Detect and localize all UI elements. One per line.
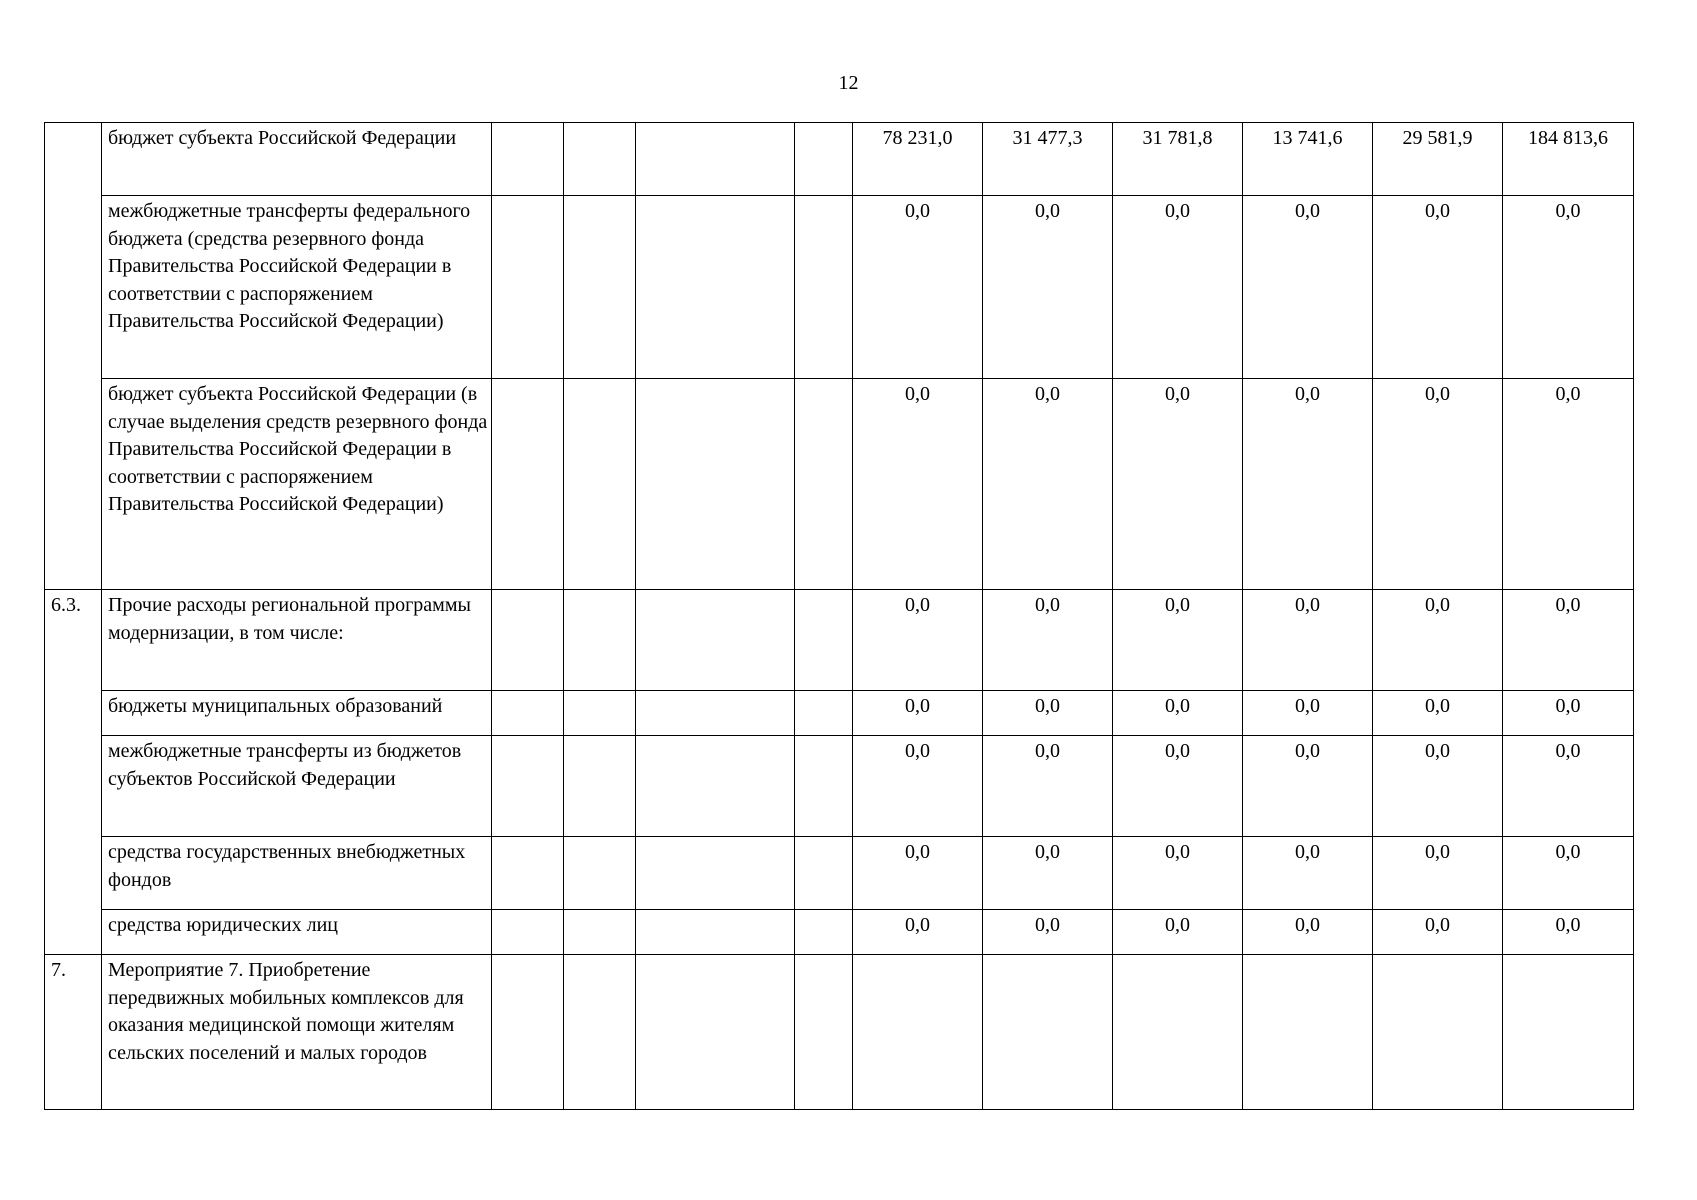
value-cell: 0,0 xyxy=(1503,910,1634,955)
value-cell: 0,0 xyxy=(983,736,1113,837)
empty-cell xyxy=(492,196,564,379)
value-cell: 184 813,6 xyxy=(1503,123,1634,196)
empty-cell xyxy=(636,123,795,196)
empty-cell xyxy=(636,910,795,955)
value-cell: 0,0 xyxy=(1243,196,1373,379)
empty-cell xyxy=(492,837,564,910)
value-cell: 29 581,9 xyxy=(1373,123,1503,196)
row-description-cell: бюджеты муниципальных образований xyxy=(102,691,492,736)
empty-cell xyxy=(636,196,795,379)
row-description-cell: межбюджетные трансферты из бюджетов субъектов Российской Федерации xyxy=(102,736,492,837)
row-description-cell: межбюджетные трансферты федерального бюджета (средства резервного фонда Правительства Российской Федерации в соответствии с распоряжением Правительства Российской Федерации) xyxy=(102,196,492,379)
value-cell: 0,0 xyxy=(1113,910,1243,955)
table-row xyxy=(45,955,1634,1110)
value-cell: 0,0 xyxy=(1503,590,1634,691)
value-cell xyxy=(1113,955,1243,1110)
empty-cell xyxy=(636,736,795,837)
value-cell: 31 477,3 xyxy=(983,123,1113,196)
budget-table xyxy=(44,122,1634,1110)
empty-cell xyxy=(636,691,795,736)
value-cell: 0,0 xyxy=(1113,736,1243,837)
row-code-cell xyxy=(45,837,102,910)
empty-cell xyxy=(564,910,636,955)
value-cell: 0,0 xyxy=(853,837,983,910)
value-cell: 0,0 xyxy=(1373,379,1503,590)
value-cell xyxy=(983,955,1113,1110)
value-cell: 0,0 xyxy=(1373,910,1503,955)
row-code-cell: 7. xyxy=(45,955,102,1110)
row-code-cell xyxy=(45,691,102,736)
value-cell: 0,0 xyxy=(1243,736,1373,837)
table-row xyxy=(45,910,1634,955)
value-cell: 0,0 xyxy=(983,691,1113,736)
value-cell: 0,0 xyxy=(1373,736,1503,837)
page-number: 12 xyxy=(838,72,859,94)
value-cell: 0,0 xyxy=(1373,837,1503,910)
empty-cell xyxy=(795,955,853,1110)
table-row xyxy=(45,736,1634,837)
table-row xyxy=(45,379,1634,590)
value-cell: 0,0 xyxy=(983,837,1113,910)
value-cell: 0,0 xyxy=(1503,379,1634,590)
value-cell: 0,0 xyxy=(1243,910,1373,955)
empty-cell xyxy=(564,736,636,837)
value-cell: 0,0 xyxy=(1243,379,1373,590)
value-cell xyxy=(1243,955,1373,1110)
table-row xyxy=(45,590,1634,691)
empty-cell xyxy=(492,123,564,196)
empty-cell xyxy=(795,123,853,196)
row-code-cell: 6.3. xyxy=(45,590,102,691)
value-cell: 0,0 xyxy=(1503,196,1634,379)
value-cell: 0,0 xyxy=(853,910,983,955)
empty-cell xyxy=(492,379,564,590)
empty-cell xyxy=(636,590,795,691)
table-row xyxy=(45,196,1634,379)
value-cell: 31 781,8 xyxy=(1113,123,1243,196)
row-code-cell xyxy=(45,910,102,955)
empty-cell xyxy=(492,590,564,691)
value-cell: 0,0 xyxy=(1373,691,1503,736)
value-cell: 0,0 xyxy=(853,590,983,691)
value-cell: 0,0 xyxy=(1503,837,1634,910)
empty-cell xyxy=(795,736,853,837)
empty-cell xyxy=(492,955,564,1110)
value-cell: 0,0 xyxy=(1503,736,1634,837)
empty-cell xyxy=(636,379,795,590)
empty-cell xyxy=(564,837,636,910)
empty-cell xyxy=(492,691,564,736)
value-cell: 0,0 xyxy=(1243,590,1373,691)
empty-cell xyxy=(795,691,853,736)
value-cell: 0,0 xyxy=(853,196,983,379)
value-cell: 0,0 xyxy=(983,196,1113,379)
row-code-cell xyxy=(45,736,102,837)
row-code-cell xyxy=(45,123,102,196)
empty-cell xyxy=(564,379,636,590)
value-cell: 0,0 xyxy=(983,910,1113,955)
empty-cell xyxy=(795,910,853,955)
value-cell: 0,0 xyxy=(1373,196,1503,379)
value-cell: 0,0 xyxy=(1373,590,1503,691)
value-cell: 13 741,6 xyxy=(1243,123,1373,196)
row-description-cell: средства юридических лиц xyxy=(102,910,492,955)
value-cell xyxy=(1373,955,1503,1110)
value-cell xyxy=(853,955,983,1110)
empty-cell xyxy=(564,123,636,196)
empty-cell xyxy=(636,837,795,910)
value-cell: 0,0 xyxy=(983,590,1113,691)
empty-cell xyxy=(636,955,795,1110)
value-cell: 0,0 xyxy=(1113,837,1243,910)
empty-cell xyxy=(564,955,636,1110)
value-cell: 0,0 xyxy=(853,736,983,837)
empty-cell xyxy=(564,590,636,691)
empty-cell xyxy=(795,590,853,691)
empty-cell xyxy=(564,691,636,736)
empty-cell xyxy=(492,736,564,837)
empty-cell xyxy=(492,910,564,955)
empty-cell xyxy=(795,196,853,379)
table-row xyxy=(45,837,1634,910)
row-code-cell xyxy=(45,379,102,590)
value-cell: 0,0 xyxy=(853,379,983,590)
value-cell: 0,0 xyxy=(1243,837,1373,910)
row-description-cell: средства государственных внебюджетных фондов xyxy=(102,837,492,910)
empty-cell xyxy=(795,837,853,910)
value-cell: 0,0 xyxy=(1243,691,1373,736)
value-cell: 0,0 xyxy=(853,691,983,736)
value-cell: 0,0 xyxy=(1113,590,1243,691)
value-cell: 0,0 xyxy=(1113,196,1243,379)
row-description-cell: Прочие расходы региональной программы модернизации, в том числе: xyxy=(102,590,492,691)
table-row xyxy=(45,691,1634,736)
value-cell: 0,0 xyxy=(983,379,1113,590)
row-code-cell xyxy=(45,196,102,379)
row-description-cell: Мероприятие 7. Приобретение передвижных мобильных комплексов для оказания медицинской помощи жителям сельских поселений и малых городов xyxy=(102,955,492,1110)
empty-cell xyxy=(795,379,853,590)
value-cell: 0,0 xyxy=(1113,691,1243,736)
row-description-cell: бюджет субъекта Российской Федерации (в случае выделения средств резервного фонда Правительства Российской Федерации в соответствии с распоряжением Правительства Российской Федерации) xyxy=(102,379,492,590)
value-cell xyxy=(1503,955,1634,1110)
table-row xyxy=(45,123,1634,196)
value-cell: 78 231,0 xyxy=(853,123,983,196)
value-cell: 0,0 xyxy=(1503,691,1634,736)
empty-cell xyxy=(564,196,636,379)
row-description-cell: бюджет субъекта Российской Федерации xyxy=(102,123,492,196)
value-cell: 0,0 xyxy=(1113,379,1243,590)
